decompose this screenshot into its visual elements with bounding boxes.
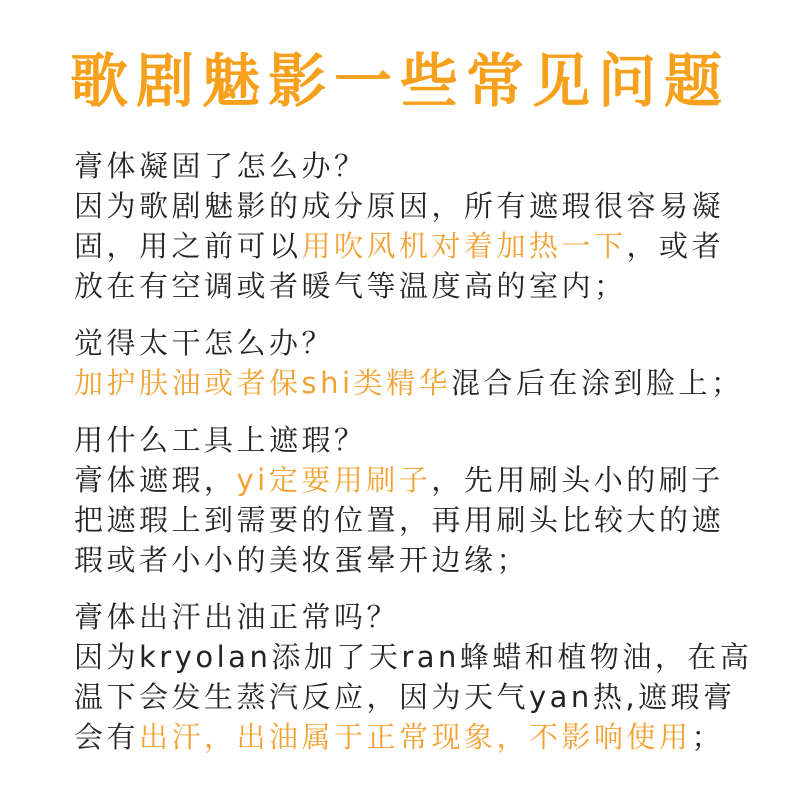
qa-section <box>74 146 742 306</box>
question-text: 用什么工具上遮瑕？ <box>74 423 367 458</box>
answer-text: 温下会发生蒸汽反应，因为天气yan热,遮瑕膏 <box>74 680 736 715</box>
question-text: 膏体出汗出油正常吗？ <box>74 600 400 635</box>
highlighted-text: 用吹风机对着加热一下 <box>301 229 627 264</box>
answer-line <box>74 226 742 266</box>
question-text: 觉得太干怎么办？ <box>74 326 335 361</box>
qa-section <box>74 420 742 580</box>
highlighted-text: 加护肤油或者保shi类精华 <box>74 366 452 401</box>
answer-line <box>74 186 742 226</box>
answer-text: ； <box>691 720 725 755</box>
highlighted-text: 出汗，出油属于正常现象，不影响使用 <box>139 720 692 755</box>
page-title: 歌剧魅影一些常见问题 <box>69 47 730 115</box>
answer-text: 膏体遮瑕， <box>74 463 237 498</box>
answer-text: 因为歌剧魅影的成分原因，所有遮瑕很容易凝 <box>74 189 725 224</box>
answer-text: 放在有空调或者暖气等温度高的室内； <box>74 269 627 304</box>
answer-line <box>74 540 742 580</box>
answer-text: 会有 <box>74 720 140 755</box>
answer-line <box>74 637 753 677</box>
answer-line <box>74 266 742 306</box>
question-text: 膏体凝固了怎么办？ <box>74 149 367 184</box>
answer-text: ，或者 <box>626 229 725 264</box>
answer-text: 混合后在涂到脸上； <box>451 366 744 401</box>
answer-text: ，先用刷头小的刷子 <box>431 463 724 498</box>
answer-line <box>74 363 742 403</box>
qa-section <box>74 323 742 403</box>
answer-text: 把遮瑕上到需要的位置，再用刷头比较大的遮 <box>74 503 725 538</box>
qa-section <box>74 597 753 757</box>
answer-text: 瑕或者小小的美妆蛋晕开边缘； <box>74 543 530 578</box>
answer-line <box>74 500 742 540</box>
answer-line <box>74 460 742 500</box>
answer-line <box>74 717 742 757</box>
highlighted-text: yi定要用刷子 <box>236 463 432 498</box>
faq-content <box>74 146 753 757</box>
answer-text: 固，用之前可以 <box>74 229 302 264</box>
answer-line <box>74 677 742 717</box>
answer-text: 因为kryolan添加了天ran蜂蜡和植物油，在高 <box>74 640 753 675</box>
